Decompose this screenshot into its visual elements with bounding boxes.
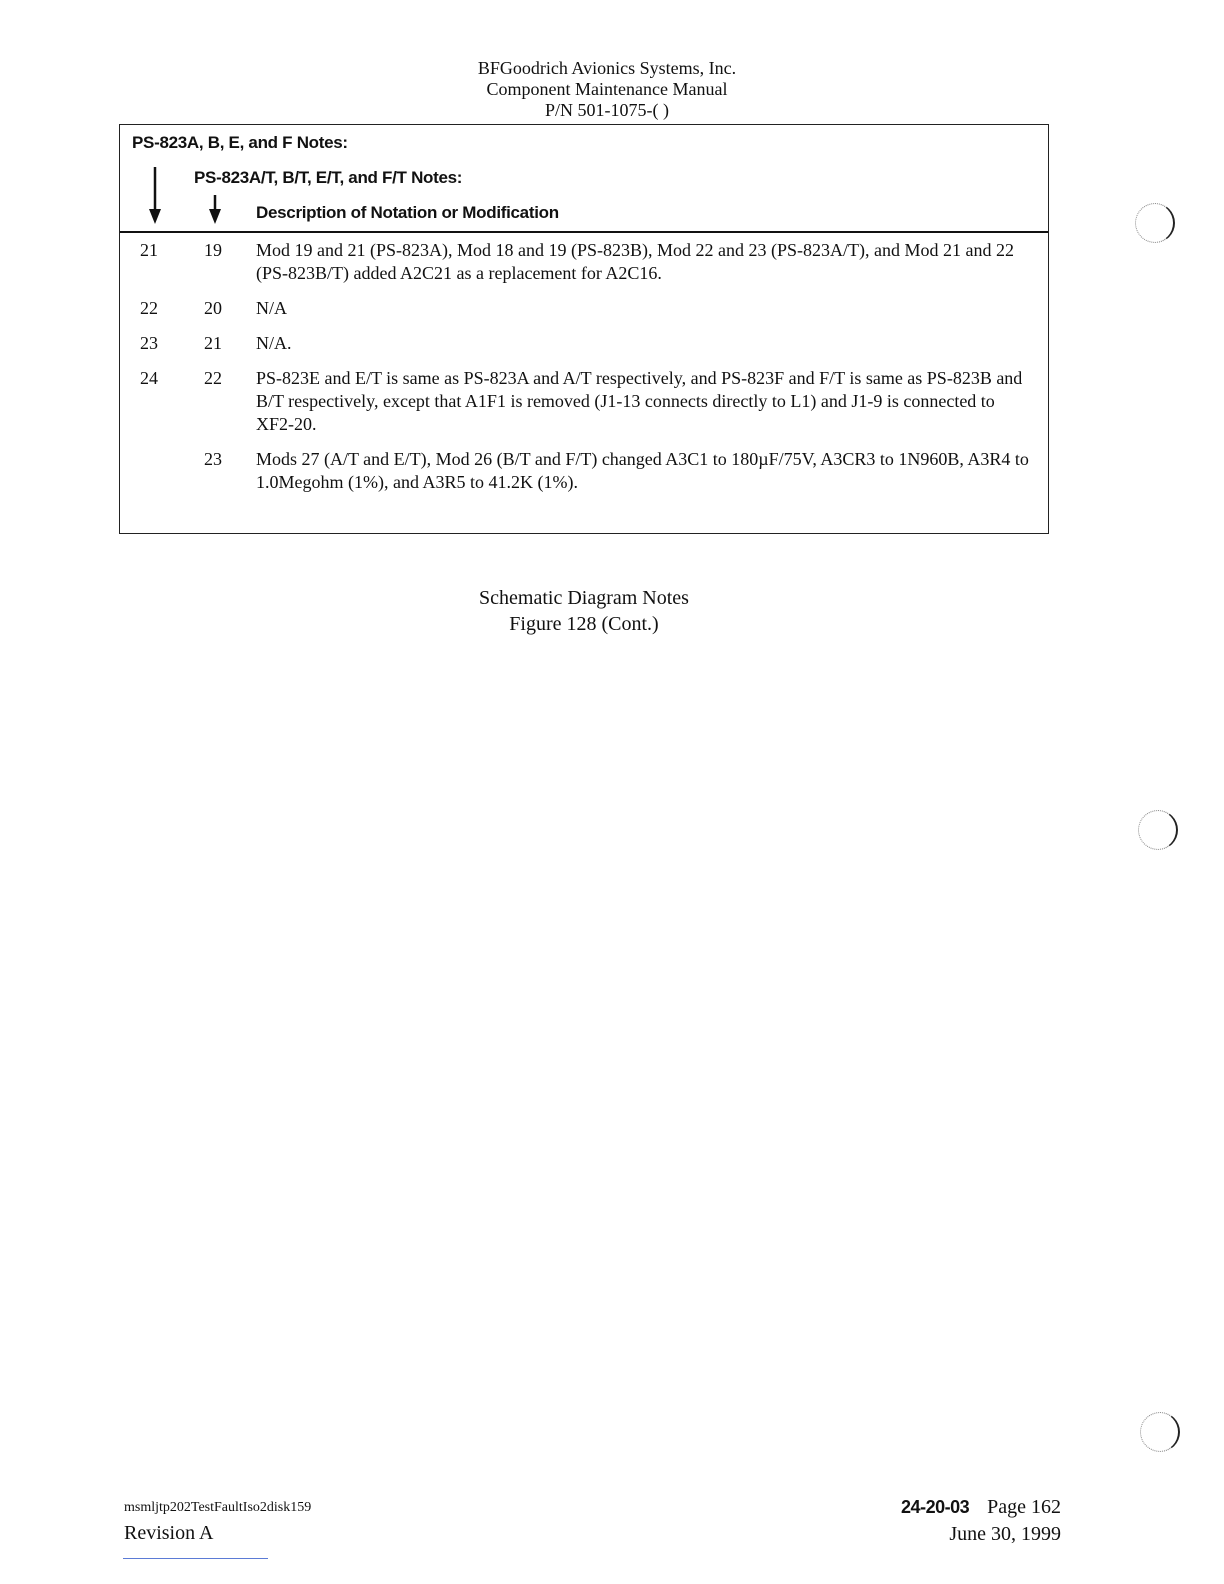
down-arrow-icon xyxy=(205,195,225,225)
header-divider xyxy=(120,231,1048,233)
down-arrow-icon xyxy=(145,167,165,225)
note-number-2: 19 xyxy=(204,240,222,260)
column-1-heading: PS-823A, B, E, and F Notes: xyxy=(132,133,348,152)
table-row xyxy=(120,297,1048,320)
footer-left xyxy=(124,1500,311,1545)
document-header xyxy=(0,58,1214,121)
manual-title: Component Maintenance Manual xyxy=(486,79,728,99)
company-name: BFGoodrich Avionics Systems, Inc. xyxy=(477,58,737,78)
document-number: 24-20-03 xyxy=(901,1497,970,1517)
note-number-2: 21 xyxy=(204,333,222,353)
notes-rows xyxy=(120,239,1048,494)
table-row xyxy=(120,448,1048,494)
punch-hole-icon xyxy=(1140,1412,1180,1452)
table-row xyxy=(120,239,1048,285)
page-number: Page 162 xyxy=(987,1496,1061,1518)
figure-number: Figure 128 (Cont.) xyxy=(509,613,659,635)
notes-table xyxy=(119,124,1049,534)
file-code: msmljtp202TestFaultIso2disk159 xyxy=(124,1500,312,1515)
column-3-heading: Description of Notation or Modification xyxy=(256,203,559,222)
note-number-1: 22 xyxy=(140,298,158,318)
note-description: PS-823E and E/T is same as PS-823A and A/T respectively, and PS-823F and F/T is same as PS-823B and B/T respectively, except that A1F1 is removed (J1-13 connects directly to L1) and J1-9 is connected to XF2-20. xyxy=(256,368,1023,434)
punch-hole-icon xyxy=(1135,203,1175,243)
footer-right xyxy=(901,1494,1061,1548)
note-number-1: 23 xyxy=(140,333,158,353)
part-number: P/N 501-1075-( ) xyxy=(545,100,669,120)
footer-divider xyxy=(123,1558,268,1559)
note-description: Mod 19 and 21 (PS-823A), Mod 18 and 19 (PS-823B), Mod 22 and 23 (PS-823A/T), and Mod 21 and 22 (PS-823B/T) added A2C21 as a replacement for A2C16. xyxy=(256,240,1014,283)
figure-caption xyxy=(0,585,1168,637)
caption-title: Schematic Diagram Notes xyxy=(479,587,689,609)
note-description: Mods 27 (A/T and E/T), Mod 26 (B/T and F/T) changed A3C1 to 180µF/75V, A3CR3 to 1N960B, A3R4 to 1.0Megohm (1%), and A3R5 to 41.2K (1%). xyxy=(256,449,1029,492)
punch-hole-icon xyxy=(1138,810,1178,850)
column-2-heading: PS-823A/T, B/T, E/T, and F/T Notes: xyxy=(194,168,463,187)
note-number-1: 24 xyxy=(140,368,158,388)
revision-label: Revision A xyxy=(124,1522,214,1544)
table-row xyxy=(120,367,1048,436)
table-row xyxy=(120,332,1048,355)
note-number-2: 22 xyxy=(204,368,222,388)
note-number-2: 20 xyxy=(204,298,222,318)
note-description: N/A xyxy=(256,298,287,318)
note-description: N/A. xyxy=(256,333,292,353)
revision-date: June 30, 1999 xyxy=(949,1523,1061,1545)
note-number-2: 23 xyxy=(204,449,222,469)
note-number-1: 21 xyxy=(140,240,158,260)
